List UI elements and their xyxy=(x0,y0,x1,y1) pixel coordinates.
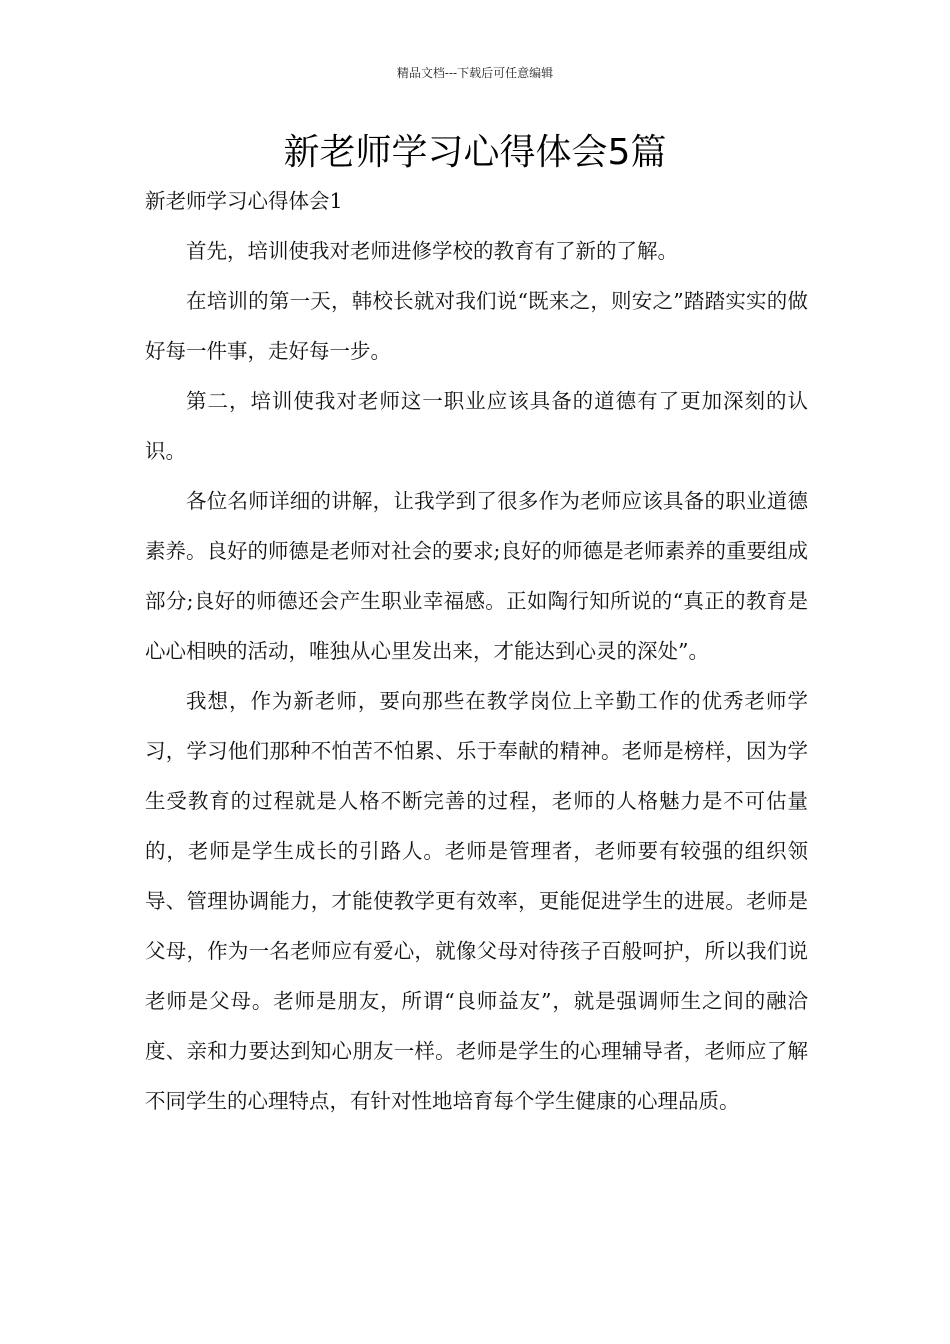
header-note: 精品文档---下载后可任意编辑 xyxy=(396,66,554,80)
paragraph: 第二，培训使我对老师这一职业应该具备的道德有了更加深刻的认识。 xyxy=(145,389,808,463)
document-title: 新老师学习心得体会5篇 xyxy=(283,132,667,173)
paragraph: 各位名师详细的讲解，让我学到了很多作为老师应该具备的职业道德素养。良好的师德是老师对社会的要求;良好的师德是老师素养的重要组成部分;良好的师德还会产生职业幸福感。正如陶行知所说的“真正的教育是心心相映的活动，唯独从心里发出来，才能达到心灵的深处”。 xyxy=(145,489,808,663)
paragraph: 我想，作为新老师，要向那些在教学岗位上辛勤工作的优秀老师学习，学习他们那种不怕苦不怕累、乐于奉献的精神。老师是榜样，因为学生受教育的过程就是人格不断完善的过程，老师的人格魅力是不可估量的，老师是学生成长的引路人。老师是管理者，老师要有较强的组织领导、管理协调能力，才能使教学更有效率，更能促进学生的进展。老师是父母，作为一名老师应有爱心，就像父母对待孩子百般呵护，所以我们说老师是父母。老师是朋友，所谓“良师益友”，就是强调师生之间的融洽度、亲和力要达到知心朋友一样。老师是学生的心理辅导者，老师应了解不同学生的心理特点，有针对性地培育每个学生健康的心理品质。 xyxy=(145,689,808,1113)
paragraph: 在培训的第一天，韩校长就对我们说“既来之，则安之”踏踏实实的做好每一件事，走好每一步。 xyxy=(145,289,808,363)
paragraph: 首先，培训使我对老师进修学校的教育有了新的了解。 xyxy=(186,239,678,263)
document-body xyxy=(145,176,808,1126)
section-heading: 新老师学习心得体会1 xyxy=(145,189,343,213)
